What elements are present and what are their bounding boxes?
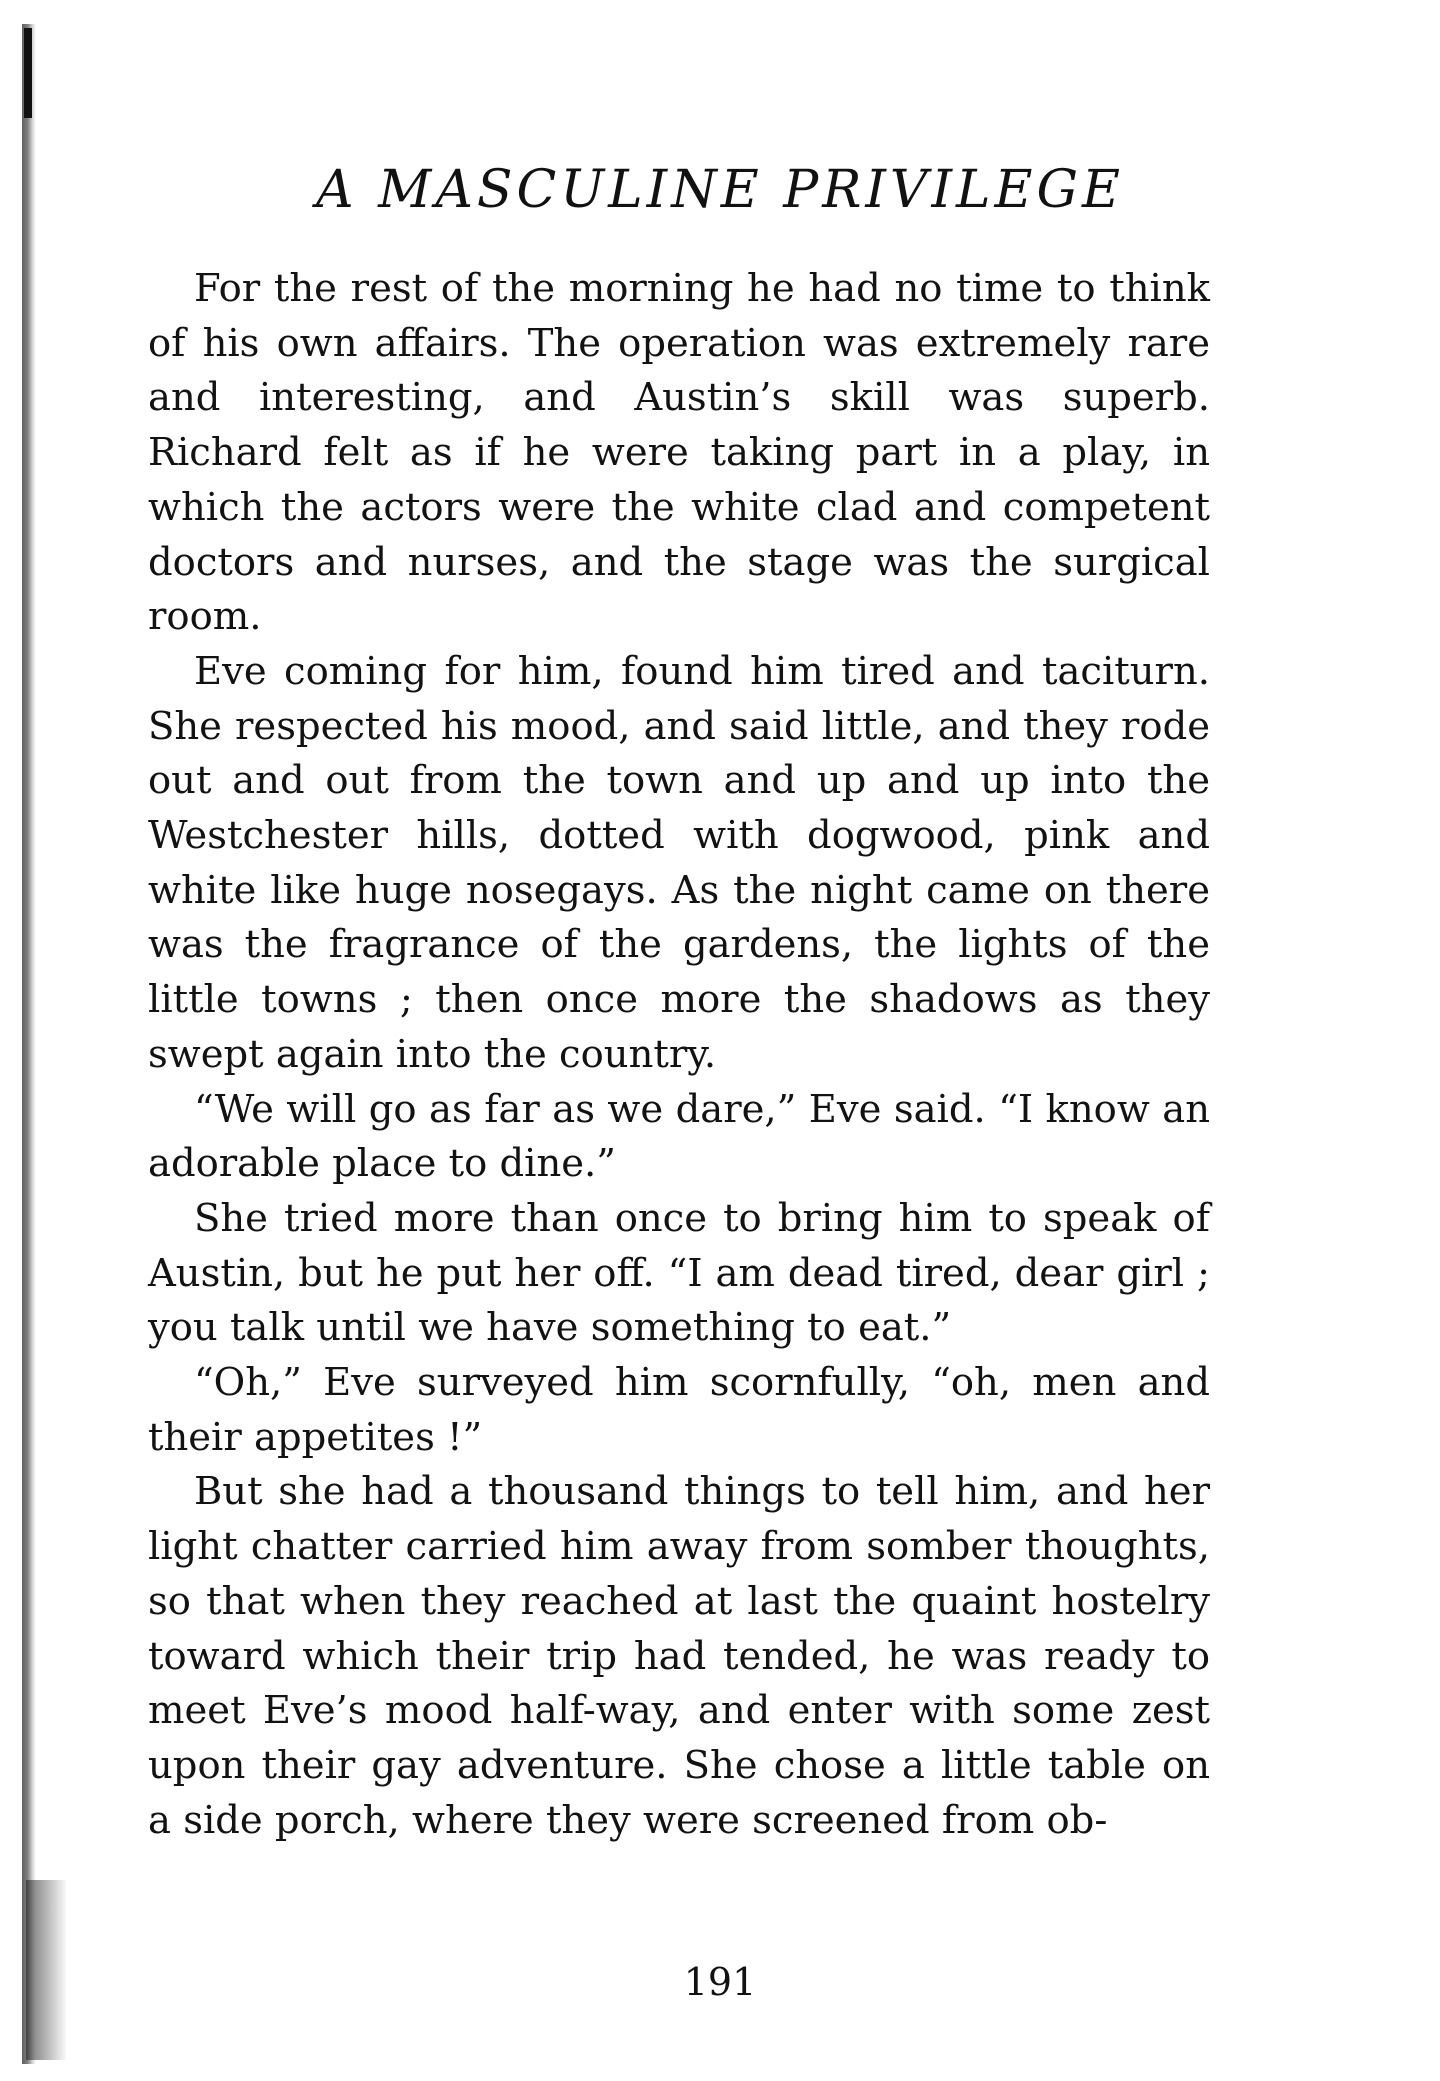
page-binding-edge-top: [24, 28, 32, 118]
body-text: [148, 262, 1210, 1848]
paragraph: But she had a thousand things to tell him, and her light chatter carried him away from somber thoughts, so that when they reached at last the quaint hostelry toward which their trip had tended, he was ready to meet Eve’s mood half-way, and enter with some zest upon their gay adventure. She chose a little table on a side porch, where they were screened from ob-: [148, 1469, 1210, 1843]
paragraph: Eve coming for him, found him tired and taciturn. She respected his mood, and said little, and they rode out and out from the town and up and up into the Westchester hills, dotted with dogwood, pink and white like huge nosegays. As the night came on there was the fragrance of the gardens, the lights of the little towns ; then once more the shadows as they swept again into the country.: [148, 648, 1210, 1077]
running-head: A MASCULINE PRIVILEGE: [316, 160, 1124, 220]
page-binding-shadow: [22, 24, 36, 2064]
paragraph: “We will go as far as we dare,” Eve said. “I know an adorable place to dine.”: [148, 1086, 1210, 1187]
paragraph: “Oh,” Eve surveyed him scornfully, “oh, men and their appetites !”: [148, 1360, 1210, 1460]
paragraph: For the rest of the morning he had no time to think of his own affairs. The operation was extremely rare and interesting, and Austin’s skill was superb. Richard felt as if he were taking part in a play, in which the actors were the white clad and competent doctors and nurses, and the stage was the surgical room.: [148, 266, 1210, 640]
page-number: 191: [683, 1960, 757, 2004]
paragraph: She tried more than once to bring him to speak of Austin, but he put her off. “I am dead tired, dear girl ; you talk until we have something to eat.”: [148, 1195, 1210, 1351]
